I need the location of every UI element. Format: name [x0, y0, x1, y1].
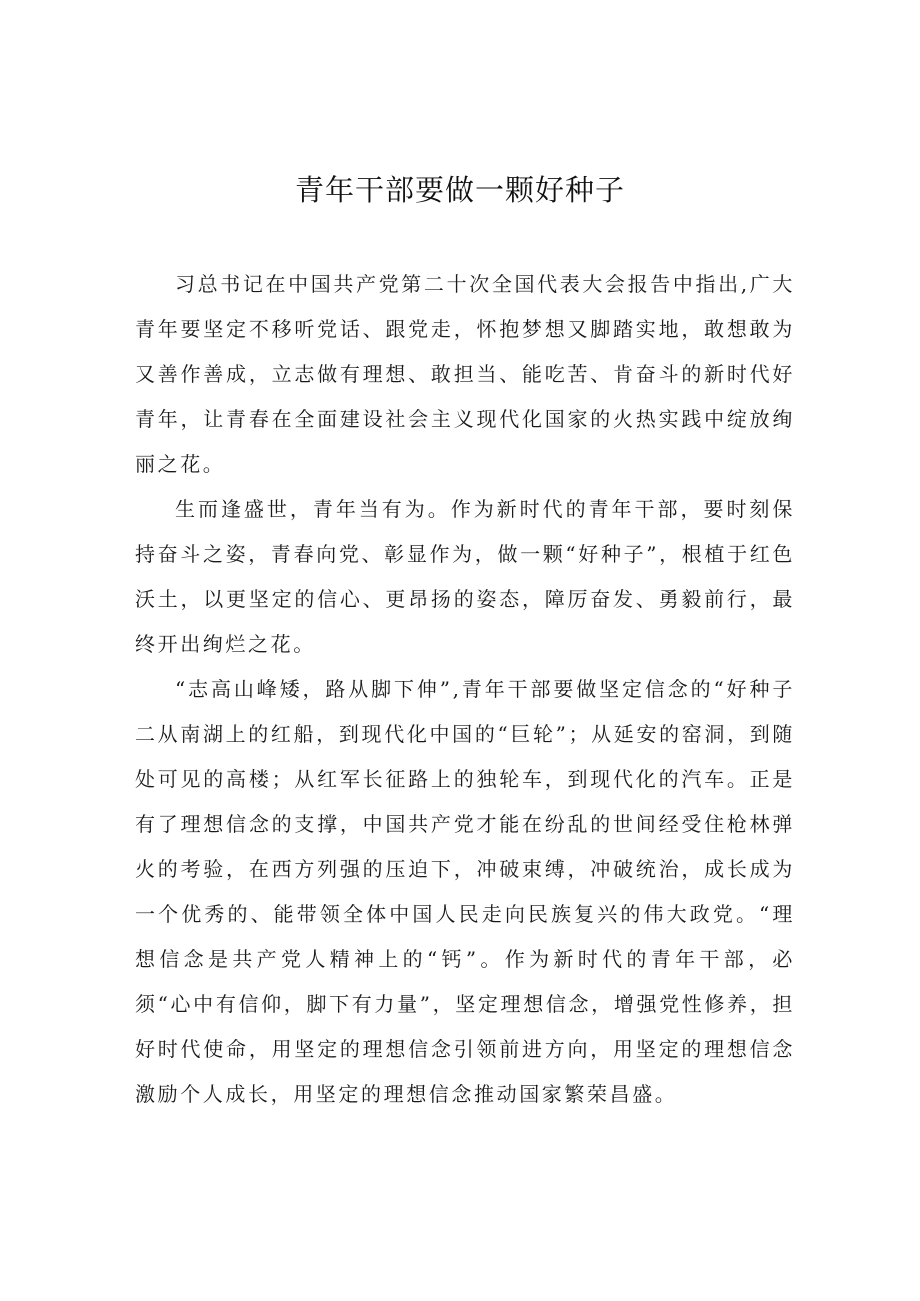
paragraph-2: 生而逢盛世，青年当有为。作为新时代的青年干部，要时刻保持奋斗之姿，青春向党、彰显作为，做一颗“好种子”，根植于红色沃土，以更坚定的信心、更昂扬的姿态，障厉奋发、勇毅前行，最终开出绚烂之花。	[135, 497, 795, 656]
paragraph-1: 习总书记在中国共产党第二十次全国代表大会报告中指出,广大青年要坚定不移听党话、跟党走，怀抱梦想又脚踏实地，敢想敢为又善作善成，立志做有理想、敢担当、能吃苦、肯奋斗的新时代好青年，让青春在全面建设社会主义现代化国家的火热实践中绽放绚丽之花。	[135, 272, 795, 476]
document-body	[135, 262, 795, 1117]
paragraph-3: “志高山峰矮，路从脚下伸”,青年干部要做坚定信念的“好种子二从南湖上的红船，到现代化中国的“巨轮”；从延安的窑洞，到随处可见的高楼；从红军长征路上的独轮车，到现代化的汽车。正是有了理想信念的支撑，中国共产党才能在纷乱的世间经受住枪林弹火的考验，在西方列强的压迫下，冲破束缚，冲破统治，成长成为一个优秀的、能带领全体中国人民走向民族复兴的伟大政党。“理想信念是共产党人精神上的“钙”。作为新时代的青年干部，必须“心中有信仰，脚下有力量”，坚定理想信念，增强党性修养，担好时代使命，用坚定的理想信念引领前进方向，用坚定的理想信念激励个人成长，用坚定的理想信念推动国家繁荣昌盛。	[135, 677, 795, 1106]
document-title: 青年干部要做一颗好种子	[294, 173, 625, 207]
